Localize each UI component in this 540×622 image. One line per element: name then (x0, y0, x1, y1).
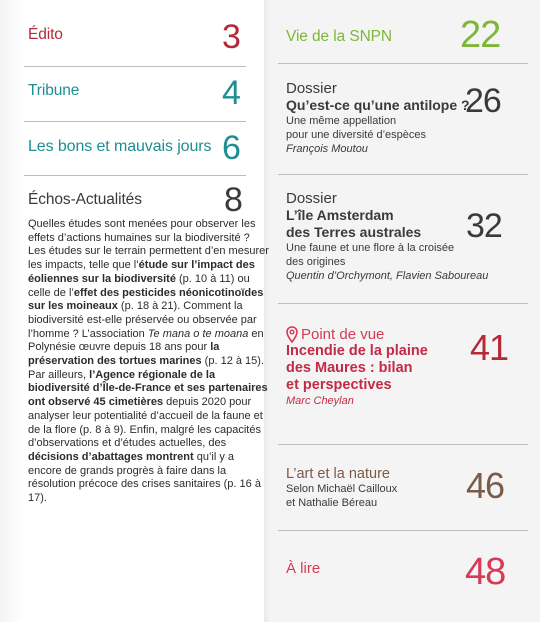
amsterdam-subtitle: Une faune et une flore à la croisée (286, 242, 455, 254)
bons-jours-page-number: 6 (222, 129, 240, 167)
divider (278, 303, 528, 304)
echos-body-text: Quelles études sont menées pour observer les effets d’actions humaines sur la biodiversité ? Les études sur le terrain permettent d’en mesurer les impacts, telle que l’étude sur l’impact des éoliennes sur la biodiversité (p. 10 à 11) ou celle de l’effet des pesticides néonicotinoïdes sur les moineaux (p. 18 à 21). Comment la biodiversité est-elle préservée ou observée par l’homme ? L’association Te mana o te moana en Polynésie œuvre depuis 18 ans pour la préservation des tortues marines (p. 12 à 15). Par ailleurs, l’Agence régionale de la biodiversité d’Île-de-France et ses partenaires ont observé 45 cimetières depuis 2020 pour analyser leur potentialité d’accueil de la faune et de la flore (p. 8 à 9). Enfin, malgré les capacités d’observations et d’études actuelles, des décisions d’abattages montrent qu’il y a encore de grands progrès à faire dans la résolution précoce des crises sanitaires (p. 16 à 17). (28, 218, 269, 505)
map-pin-icon (286, 326, 298, 343)
divider (278, 63, 528, 64)
divider (24, 121, 246, 122)
antilope-page-number: 26 (465, 82, 501, 120)
toc-entry-point-de-vue[interactable] (286, 326, 428, 408)
dossier-label: Dossier (286, 190, 337, 207)
vie-snpn-page-number: 22 (460, 14, 501, 56)
divider (24, 66, 246, 67)
point-de-vue-author: Marc Cheylan (286, 395, 354, 407)
toc-entry-tribune[interactable] (28, 82, 79, 100)
amsterdam-title: des Terres australes (286, 224, 422, 240)
toc-entry-antilope[interactable] (286, 80, 470, 156)
antilope-subtitle: pour une diversité d’espèces (286, 129, 427, 141)
antilope-author: François Moutou (286, 143, 368, 155)
art-nature-title: L’art et la nature (286, 466, 390, 482)
echos-page-number: 8 (224, 181, 242, 219)
dossier-label: Dossier (286, 80, 337, 97)
point-de-vue-title: des Maures : bilan (286, 360, 413, 376)
a-lire-title: À lire (286, 560, 321, 577)
bons-jours-title: Les bons et mauvais jours (28, 138, 212, 155)
divider (278, 530, 528, 531)
echos-title: Échos-Actualités (28, 191, 142, 208)
point-de-vue-title: Incendie de la plaine (286, 343, 428, 359)
point-de-vue-label: Point de vue (301, 326, 385, 343)
vie-snpn-title: Vie de la SNPN (286, 28, 393, 45)
antilope-title: Qu’est-ce qu’une antilope ? (286, 97, 470, 113)
toc-entry-echos[interactable] (28, 191, 142, 209)
amsterdam-subtitle: des origines (286, 256, 346, 268)
antilope-subtitle: Une même appellation (286, 115, 397, 127)
tribune-page-number: 4 (222, 74, 240, 112)
point-de-vue-page-number: 41 (470, 327, 509, 368)
a-lire-page-number: 48 (465, 551, 506, 593)
toc-entry-bons-jours[interactable] (28, 138, 211, 156)
point-de-vue-title: et perspectives (286, 377, 392, 393)
toc-entry-vie-snpn[interactable] (286, 28, 392, 46)
divider (278, 174, 528, 175)
amsterdam-author: Quentin d’Orchymont, Flavien Saboureau (286, 270, 489, 282)
tribune-title: Tribune (28, 82, 80, 99)
art-nature-subtitle: et Nathalie Béreau (286, 497, 378, 509)
edito-title: Édito (28, 26, 63, 43)
amsterdam-title: L’île Amsterdam (286, 207, 394, 223)
amsterdam-page-number: 32 (466, 207, 502, 245)
toc-entry-art-nature[interactable] (286, 466, 397, 510)
toc-entry-a-lire[interactable] (286, 560, 320, 578)
divider (24, 175, 246, 176)
toc-entry-amsterdam[interactable] (286, 190, 488, 283)
art-nature-page-number: 46 (466, 465, 505, 506)
edito-page-number: 3 (222, 18, 240, 56)
divider (278, 444, 528, 445)
art-nature-subtitle: Selon Michaël Cailloux (286, 483, 398, 495)
toc-entry-edito[interactable] (28, 26, 63, 44)
